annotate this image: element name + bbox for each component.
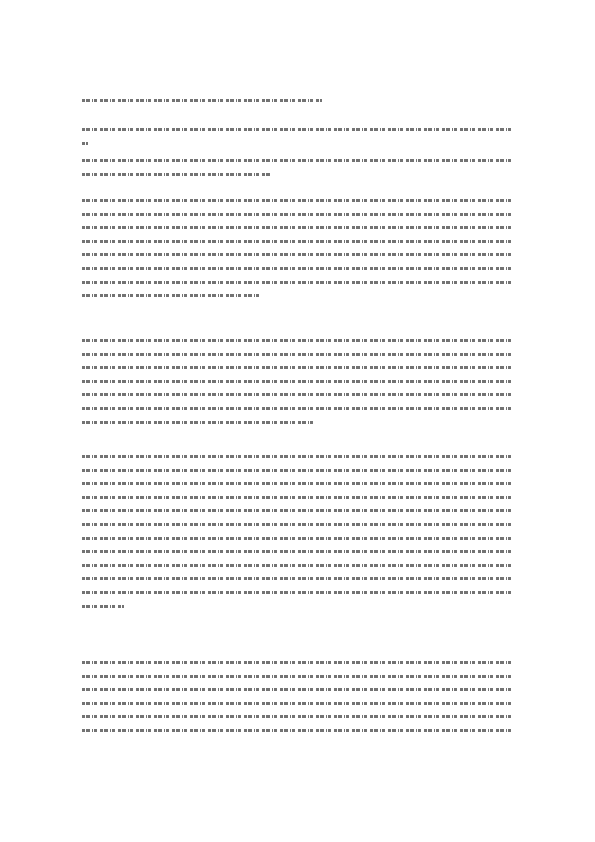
paragraph-2 <box>82 154 512 181</box>
text-line <box>82 168 272 182</box>
text-line <box>82 123 512 137</box>
text-line <box>82 683 512 697</box>
text-line <box>82 388 512 402</box>
paragraph-4 <box>82 334 512 429</box>
text-line <box>82 532 512 546</box>
paragraph-6 <box>82 656 512 738</box>
text-line <box>82 724 512 738</box>
text-line <box>82 656 512 670</box>
text-line <box>82 586 512 600</box>
text-line <box>82 334 512 348</box>
text-line <box>82 375 512 389</box>
text-line <box>82 276 512 290</box>
text-line <box>82 361 512 375</box>
paragraph-1 <box>82 123 512 150</box>
text-line <box>82 248 512 262</box>
text-line <box>82 289 260 303</box>
title-line <box>82 94 512 108</box>
text-line <box>82 402 512 416</box>
text-line <box>82 572 512 586</box>
text-line <box>82 600 124 614</box>
text-line <box>82 416 314 430</box>
text-line <box>82 518 512 532</box>
text-line <box>82 154 512 168</box>
text-line <box>82 194 512 208</box>
text-line <box>82 670 512 684</box>
text-line <box>82 450 512 464</box>
text-line <box>82 235 512 249</box>
text-line <box>82 208 512 222</box>
text-line <box>82 559 512 573</box>
text-line <box>82 491 512 505</box>
text-line <box>82 477 512 491</box>
text-line <box>82 697 512 711</box>
text-line <box>82 137 88 151</box>
text-line <box>82 464 512 478</box>
text-line <box>82 504 512 518</box>
text-line <box>82 94 322 108</box>
text-line <box>82 348 512 362</box>
paragraph-5 <box>82 450 512 613</box>
text-line <box>82 545 512 559</box>
text-line <box>82 262 512 276</box>
text-line <box>82 710 512 724</box>
text-line <box>82 221 512 235</box>
paragraph-3 <box>82 194 512 303</box>
